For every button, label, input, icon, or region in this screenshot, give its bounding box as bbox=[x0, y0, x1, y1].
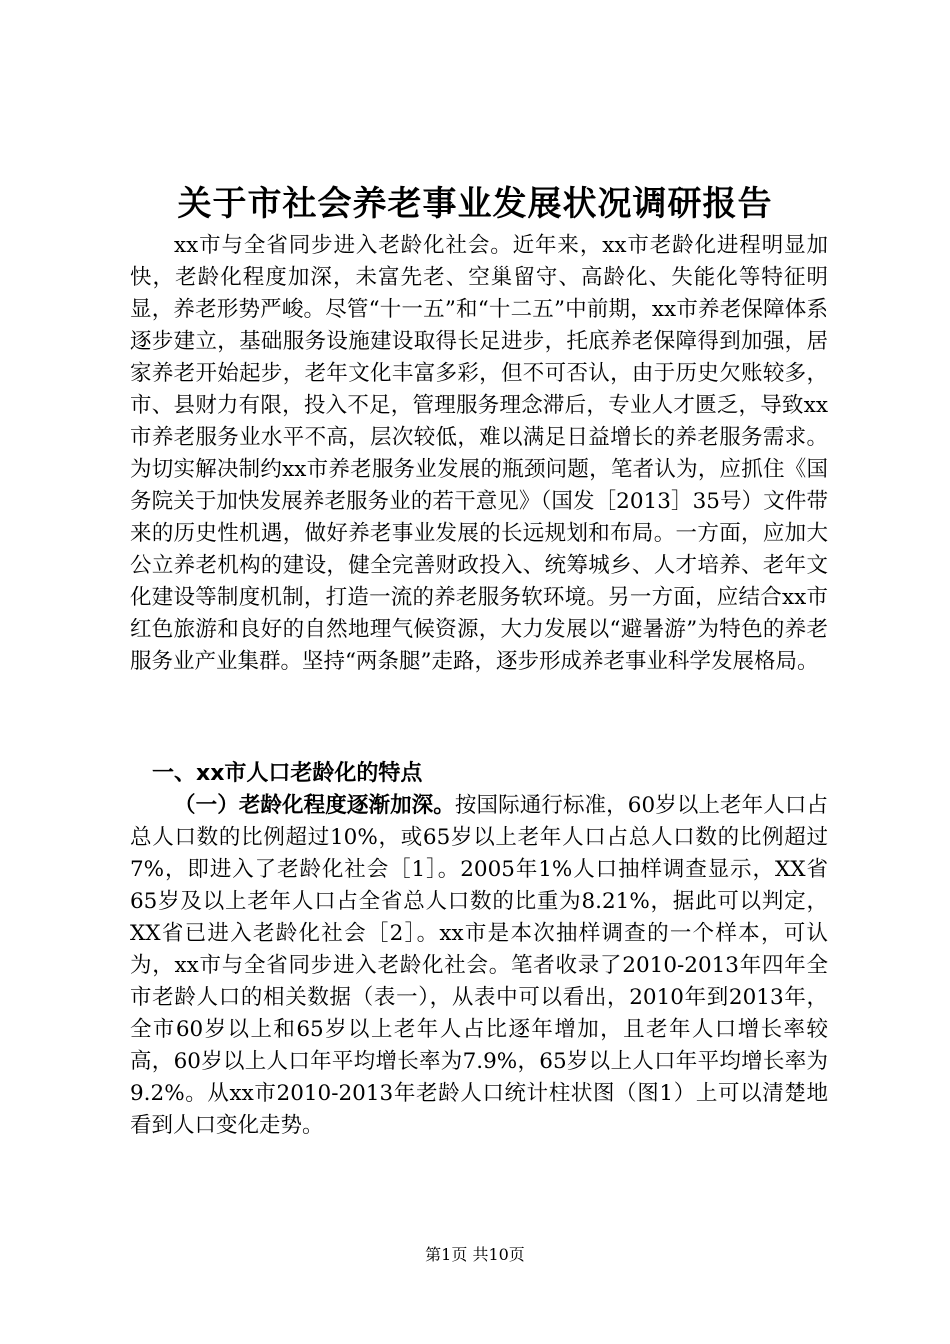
subsection-paragraph bbox=[130, 790, 828, 1142]
subsection-text: 按国际通行标准，60岁以上老年人口占总人口数的比例超过10%，或65岁以上老年人口占总人口数的比例超过7%，即进入了老龄化社会［1］。2005年1%人口抽样调查显示，XX省65岁及以上老年人口占全省总人口数的比重为8.21%，据此可以判定，XX省已进入老龄化社会［2］。xx市是本次抽样调查的一个样本，可认为，xx市与全省同步进入老龄化社会。笔者收录了2010-2013年四年全市老龄人口的相关数据（表一），从表中可以看出，2010年到2013年，全市60岁以上和65岁以上老年人占比逐年增加，且老年人口增长率较高，60岁以上人口年平均增长率为7.9%，65岁以上人口年平均增长率为9.2%。从xx市2010-2013年老龄人口统计柱状图（图1）上可以清楚地看到人口变化走势。 bbox=[130, 793, 828, 1138]
section-heading: 一、xx市人口老龄化的特点 bbox=[152, 761, 423, 786]
page-footer: 第1页 共10页 bbox=[425, 1245, 525, 1264]
intro-paragraph: xx市与全省同步进入老龄化社会。近年来，xx市老龄化进程明显加快，老龄化程度加深，未富先老、空巢留守、高龄化、失能化等特征明显，养老形势严峻。尽管“十一五”和“十二五”中前期，xx市养老保障体系逐步建立，基础服务设施建设取得长足进步，托底养老保障得到加强，居家养老开始起步，老年文化丰富多彩，但不可否认，由于历史欠账较多，市、县财力有限，投入不足，管理服务理念滞后，专业人才匮乏，导致xx市养老服务业水平不高，层次较低，难以满足日益增长的养老服务需求。为切实解决制约xx市养老服务业发展的瓶颈问题，笔者认为，应抓住《国务院关于加快发展养老服务业的若干意见》（国发［2013］35号）文件带来的历史性机遇，做好养老事业发展的长远规划和布局。一方面，应加大公立养老机构的建设，健全完善财政投入、统筹城乡、人才培养、老年文化建设等制度机制，打造一流的养老服务软环境。另一方面，应结合xx市红色旅游和良好的自然地理气候资源，大力发展以“避暑游”为特色的养老服务业产业集群。坚持“两条腿”走路，逐步形成养老事业科学发展格局。 bbox=[130, 233, 828, 674]
subsection-lead: （一）老龄化程度逐渐加深。 bbox=[174, 793, 455, 818]
document-title: 关于市社会养老事业发展状况调研报告 bbox=[177, 184, 773, 224]
